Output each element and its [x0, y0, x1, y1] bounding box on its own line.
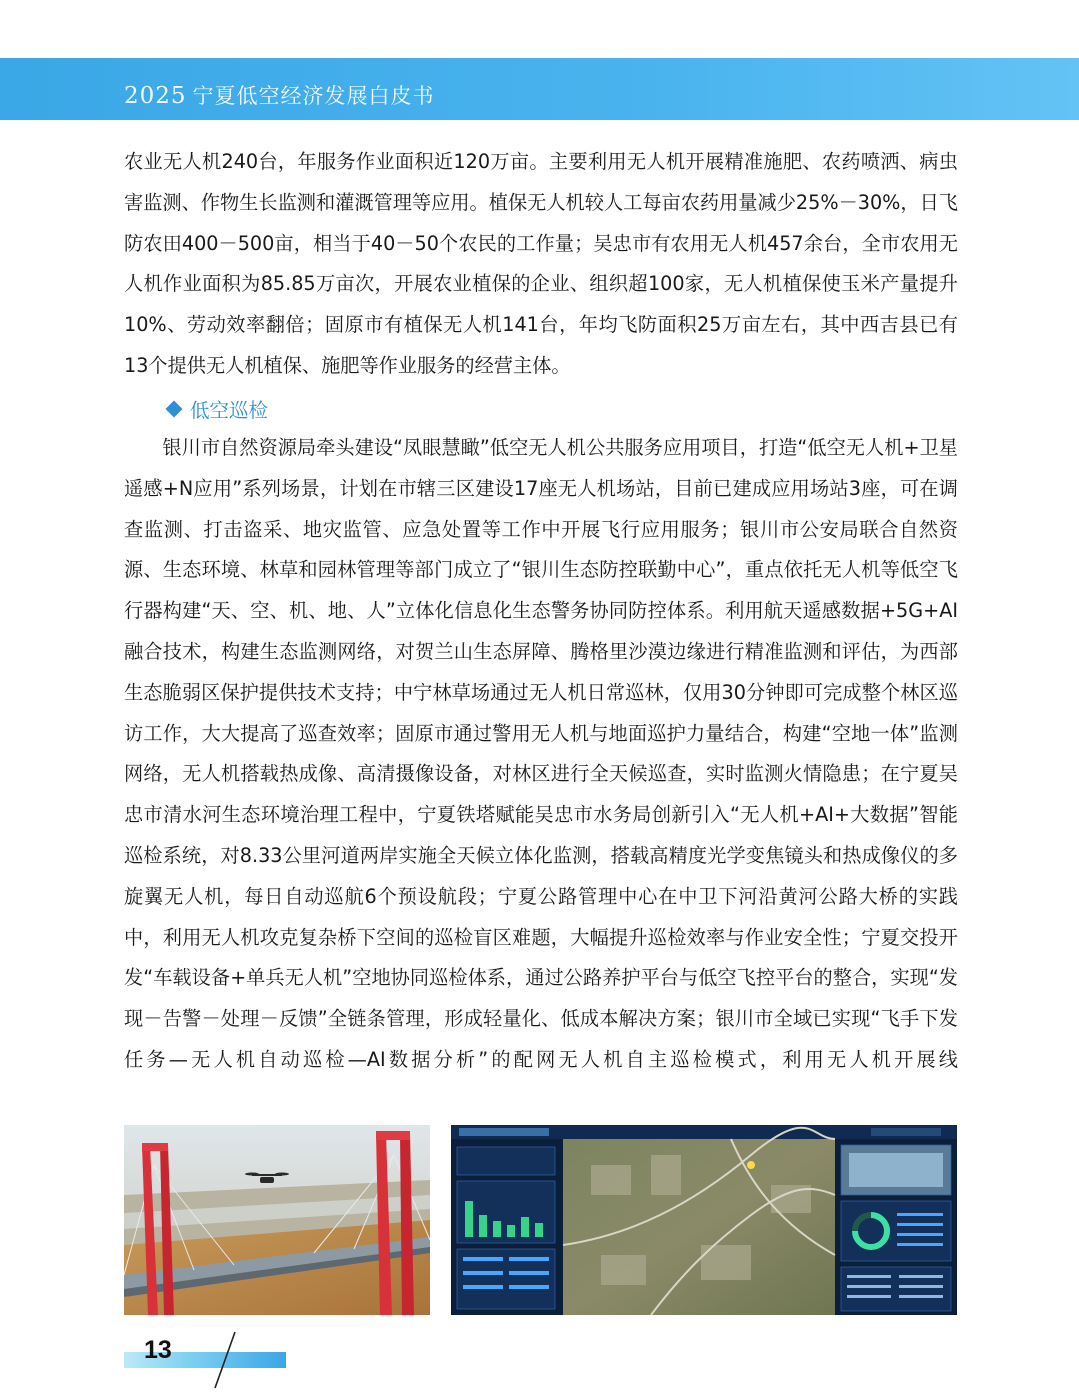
- footer-slash-decoration: [207, 1330, 247, 1390]
- header-book-title: 宁夏低空经济发展白皮书: [192, 84, 435, 108]
- paragraph-inspection: 银川市自然资源局牵头建设“凤眼慧瞰”低空无人机公共服务应用项目，打造“低空无人机+卫星遥感+N应用”系列场景，计划在市辖三区建设17座无人机场站，目前已建成应用场站3座，可在调查监测、打击盗采、地灾监管、应急处置等工作中开展飞行应用服务；银川市公安局联合自然资源、生态环境、林草和园林管理等部门成立了“银川生态防控联勤中心”，重点依托无人机等低空飞行器构建“天、空、机、地、人”立体化信息化生态警务协同防控体系。利用航天遥感数据+5G+AI融合技术，构建生态监测网络，对贺兰山生态屏障、腾格里沙漠边缘进行精准监测和评估，为西部生态脆弱区保护提供技术支持；中宁林草场通过无人机日常巡林，仅用30分钟即可完成整个林区巡访工作，大大提高了巡查效率；固原市通过警用无人机与地面巡护力量结合，构建“空地一体”监测网络，无人机搭载热成像、高清摄像设备，对林区进行全天候巡查，实时监测火情隐患；在宁夏吴忠市清水河生态环境治理工程中，宁夏铁塔赋能吴忠市水务局创新引入“无人机+AI+大数据”智能巡检系统，对8.33公里河道两岸实施全天候立体化监测，搭载高精度光学变焦镜头和热成像仪的多旋翼无人机，每日自动巡航6个预设航段；宁夏公路管理中心在中卫下河沿黄河公路大桥的实践中，利用无人机攻克复杂桥下空间的巡检盲区难题，大幅提升巡检效率与作业安全性；宁夏交投开发“车载设备+单兵无人机”空地协同巡检体系，通过公路养护平台与低空飞控平台的整合，实现“发现－告警－处理－反馈”全链条管理，形成轻量化、低成本解决方案；银川市全域已实现“飞手下发任务—无人机自动巡检—AI数据分析”的配网无人机自主巡检模式，利用无人机开展线: [124, 436, 958, 1071]
- section-heading-label: 低空巡检: [190, 399, 269, 422]
- page-footer: [124, 1338, 286, 1368]
- diamond-bullet-icon: [166, 401, 183, 418]
- paragraph-agriculture: 农业无人机240台，年服务作业面积近120万亩。主要利用无人机开展精准施肥、农药喷洒、病虫害监测、作物生长监测和灌溉管理等应用。植保无人机较人工每亩农药用量减少25%－30%，日飞防农田400－500亩，相当于40－50个农民的工作量；吴忠市有农用无人机457余台，全市农用无人机作业面积为85.85万亩次，开展农业植保的企业、组织超100家，无人机植保使玉米产量提升10%、劳动效率翻倍；固原市有植保无人机141台，年均飞防面积25万亩左右，其中西吉县已有13个提供无人机植保、施肥等作业服务的经营主体。: [124, 150, 958, 377]
- bridge-drone-photo: [124, 1125, 430, 1315]
- header-title: [124, 80, 435, 110]
- inspection-platform-screenshot: [451, 1125, 957, 1315]
- header-year: 2025: [124, 83, 187, 109]
- page-number: 13: [144, 1336, 172, 1364]
- section-heading: [168, 391, 268, 431]
